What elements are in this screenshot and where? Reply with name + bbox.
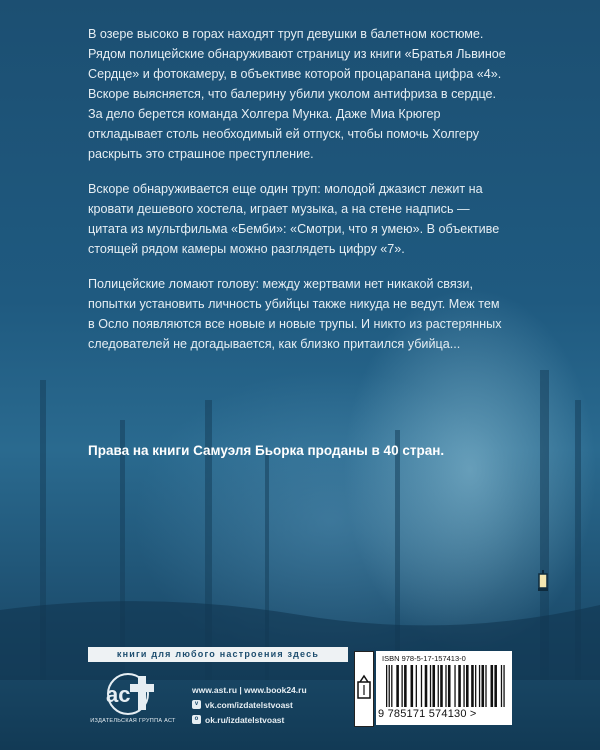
- publisher-links: [192, 682, 307, 727]
- websites-text[interactable]: www.ast.ru | www.book24.ru: [192, 684, 307, 695]
- blurb-text: [88, 24, 508, 369]
- vk-link[interactable]: vk.com/izdatelstvoast: [205, 699, 293, 710]
- slogan-bar: книги для любого настроения здесь: [88, 647, 348, 662]
- forest-silhouette: [0, 360, 600, 680]
- ean-digits: 9 785171 574130 >: [378, 708, 477, 720]
- blurb-paragraph-2: Вскоре обнаруживается еще один труп: молодой джазист лежит на кровати дешевого хостела, играет музыка, а на стене надпись — цитата из мультфильма «Бемби»: «Смотри, что я умею». В объективе стоящей рядом камеры можно разглядеть цифру «7».: [88, 182, 500, 256]
- vk-icon: v: [192, 700, 201, 709]
- publisher-caption: ИЗДАТЕЛЬСКАЯ ГРУППА АСТ: [90, 718, 176, 724]
- lantern-icon: [536, 570, 550, 592]
- websites-row: [192, 682, 307, 697]
- barcode: [386, 665, 506, 707]
- ok-icon: o: [192, 715, 201, 724]
- isbn-text: ISBN 978-5-17-157413-0: [382, 654, 466, 663]
- blurb-paragraph-1: В озере высоко в горах находят труп девушки в балетном костюме. Рядом полицейские обнаруживают страницу из книги «Братья Львиное Сердце» и фотокамеру, в объективе которой процарапана цифра «4». Вскоре выясняется, что балерину убили уколом антифриза в сердце. За дело берется команда Холгера Мунка. Даже Миа Крюгер откладывает столь необходимый ей отпуск, чтобы помочь Холгеру раскрыть это страшное преступление.: [88, 27, 506, 161]
- vk-row: [192, 697, 307, 712]
- ok-link[interactable]: ok.ru/izdatelstvoast: [205, 714, 285, 725]
- ok-row: [192, 712, 307, 727]
- blurb-paragraph-3: Полицейские ломают голову: между жертвами нет никакой связи, попытки установить личность убийцы также никуда не ведут. Меж тем в Осло появляются все новые и новые трупы. И никто из растерянных следователей не догадывается, как близко притаился убийца...: [88, 277, 502, 351]
- age-rating-icon: [354, 651, 374, 727]
- barcode-area: [376, 651, 512, 725]
- rights-tagline: Права на книги Самуэля Бьорка проданы в 40 стран.: [88, 443, 445, 458]
- svg-text:ас: ас: [106, 682, 131, 707]
